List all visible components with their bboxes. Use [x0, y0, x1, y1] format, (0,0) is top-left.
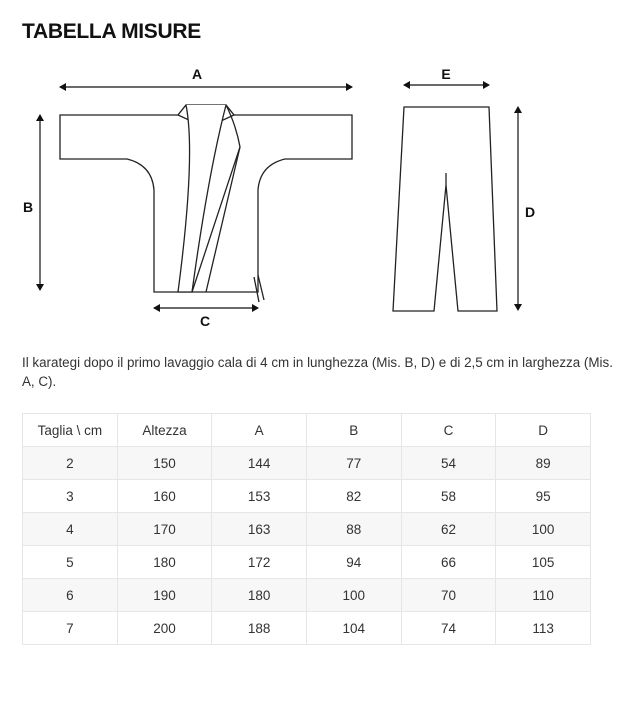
table-cell: 188	[212, 612, 307, 645]
table-cell: 100	[496, 513, 591, 546]
karate-jacket-icon	[60, 105, 352, 302]
table-cell: 160	[117, 480, 212, 513]
table-cell: 150	[117, 447, 212, 480]
table-cell: 105	[496, 546, 591, 579]
table-cell: 88	[306, 513, 401, 546]
column-header: C	[401, 414, 496, 447]
table-cell: 180	[212, 579, 307, 612]
table-cell: 94	[306, 546, 401, 579]
table-cell: 54	[401, 447, 496, 480]
column-header: Taglia \ cm	[23, 414, 118, 447]
table-cell: 6	[23, 579, 118, 612]
page-title: TABELLA MISURE	[22, 20, 201, 43]
label-c: C	[199, 313, 211, 329]
table-cell: 77	[306, 447, 401, 480]
label-e: E	[441, 66, 451, 82]
karate-pants-icon	[393, 107, 497, 311]
table-cell: 74	[401, 612, 496, 645]
table-row	[23, 480, 591, 513]
table-cell: 82	[306, 480, 401, 513]
table-cell: 89	[496, 447, 591, 480]
table-cell: 170	[117, 513, 212, 546]
shrinkage-note: Il karategi dopo il primo lavaggio cala di 4 cm in lunghezza (Mis. B, D) e di 2,5 cm in larghezza (Mis. A, C).	[22, 355, 613, 389]
column-header: A	[212, 414, 307, 447]
table-row	[23, 513, 591, 546]
table-header-row	[23, 414, 591, 447]
table-cell: 4	[23, 513, 118, 546]
table-cell: 70	[401, 579, 496, 612]
table-cell: 153	[212, 480, 307, 513]
column-header: D	[496, 414, 591, 447]
table-row	[23, 579, 591, 612]
table-cell: 3	[23, 480, 118, 513]
table-cell: 172	[212, 546, 307, 579]
table-row	[23, 447, 591, 480]
table-cell: 200	[117, 612, 212, 645]
size-diagram	[0, 55, 633, 340]
table-cell: 110	[496, 579, 591, 612]
table-cell: 2	[23, 447, 118, 480]
table-cell: 104	[306, 612, 401, 645]
label-b: B	[22, 199, 34, 215]
table-cell: 180	[117, 546, 212, 579]
size-table	[22, 413, 591, 645]
table-cell: 62	[401, 513, 496, 546]
column-header: B	[306, 414, 401, 447]
column-header: Altezza	[117, 414, 212, 447]
table-cell: 190	[117, 579, 212, 612]
table-cell: 144	[212, 447, 307, 480]
label-d: D	[524, 204, 536, 220]
table-cell: 95	[496, 480, 591, 513]
table-row	[23, 546, 591, 579]
label-a: A	[191, 66, 203, 82]
table-cell: 113	[496, 612, 591, 645]
table-cell: 163	[212, 513, 307, 546]
table-cell: 7	[23, 612, 118, 645]
table-cell: 100	[306, 579, 401, 612]
table-cell: 58	[401, 480, 496, 513]
table-cell: 5	[23, 546, 118, 579]
table-row	[23, 612, 591, 645]
table-cell: 66	[401, 546, 496, 579]
